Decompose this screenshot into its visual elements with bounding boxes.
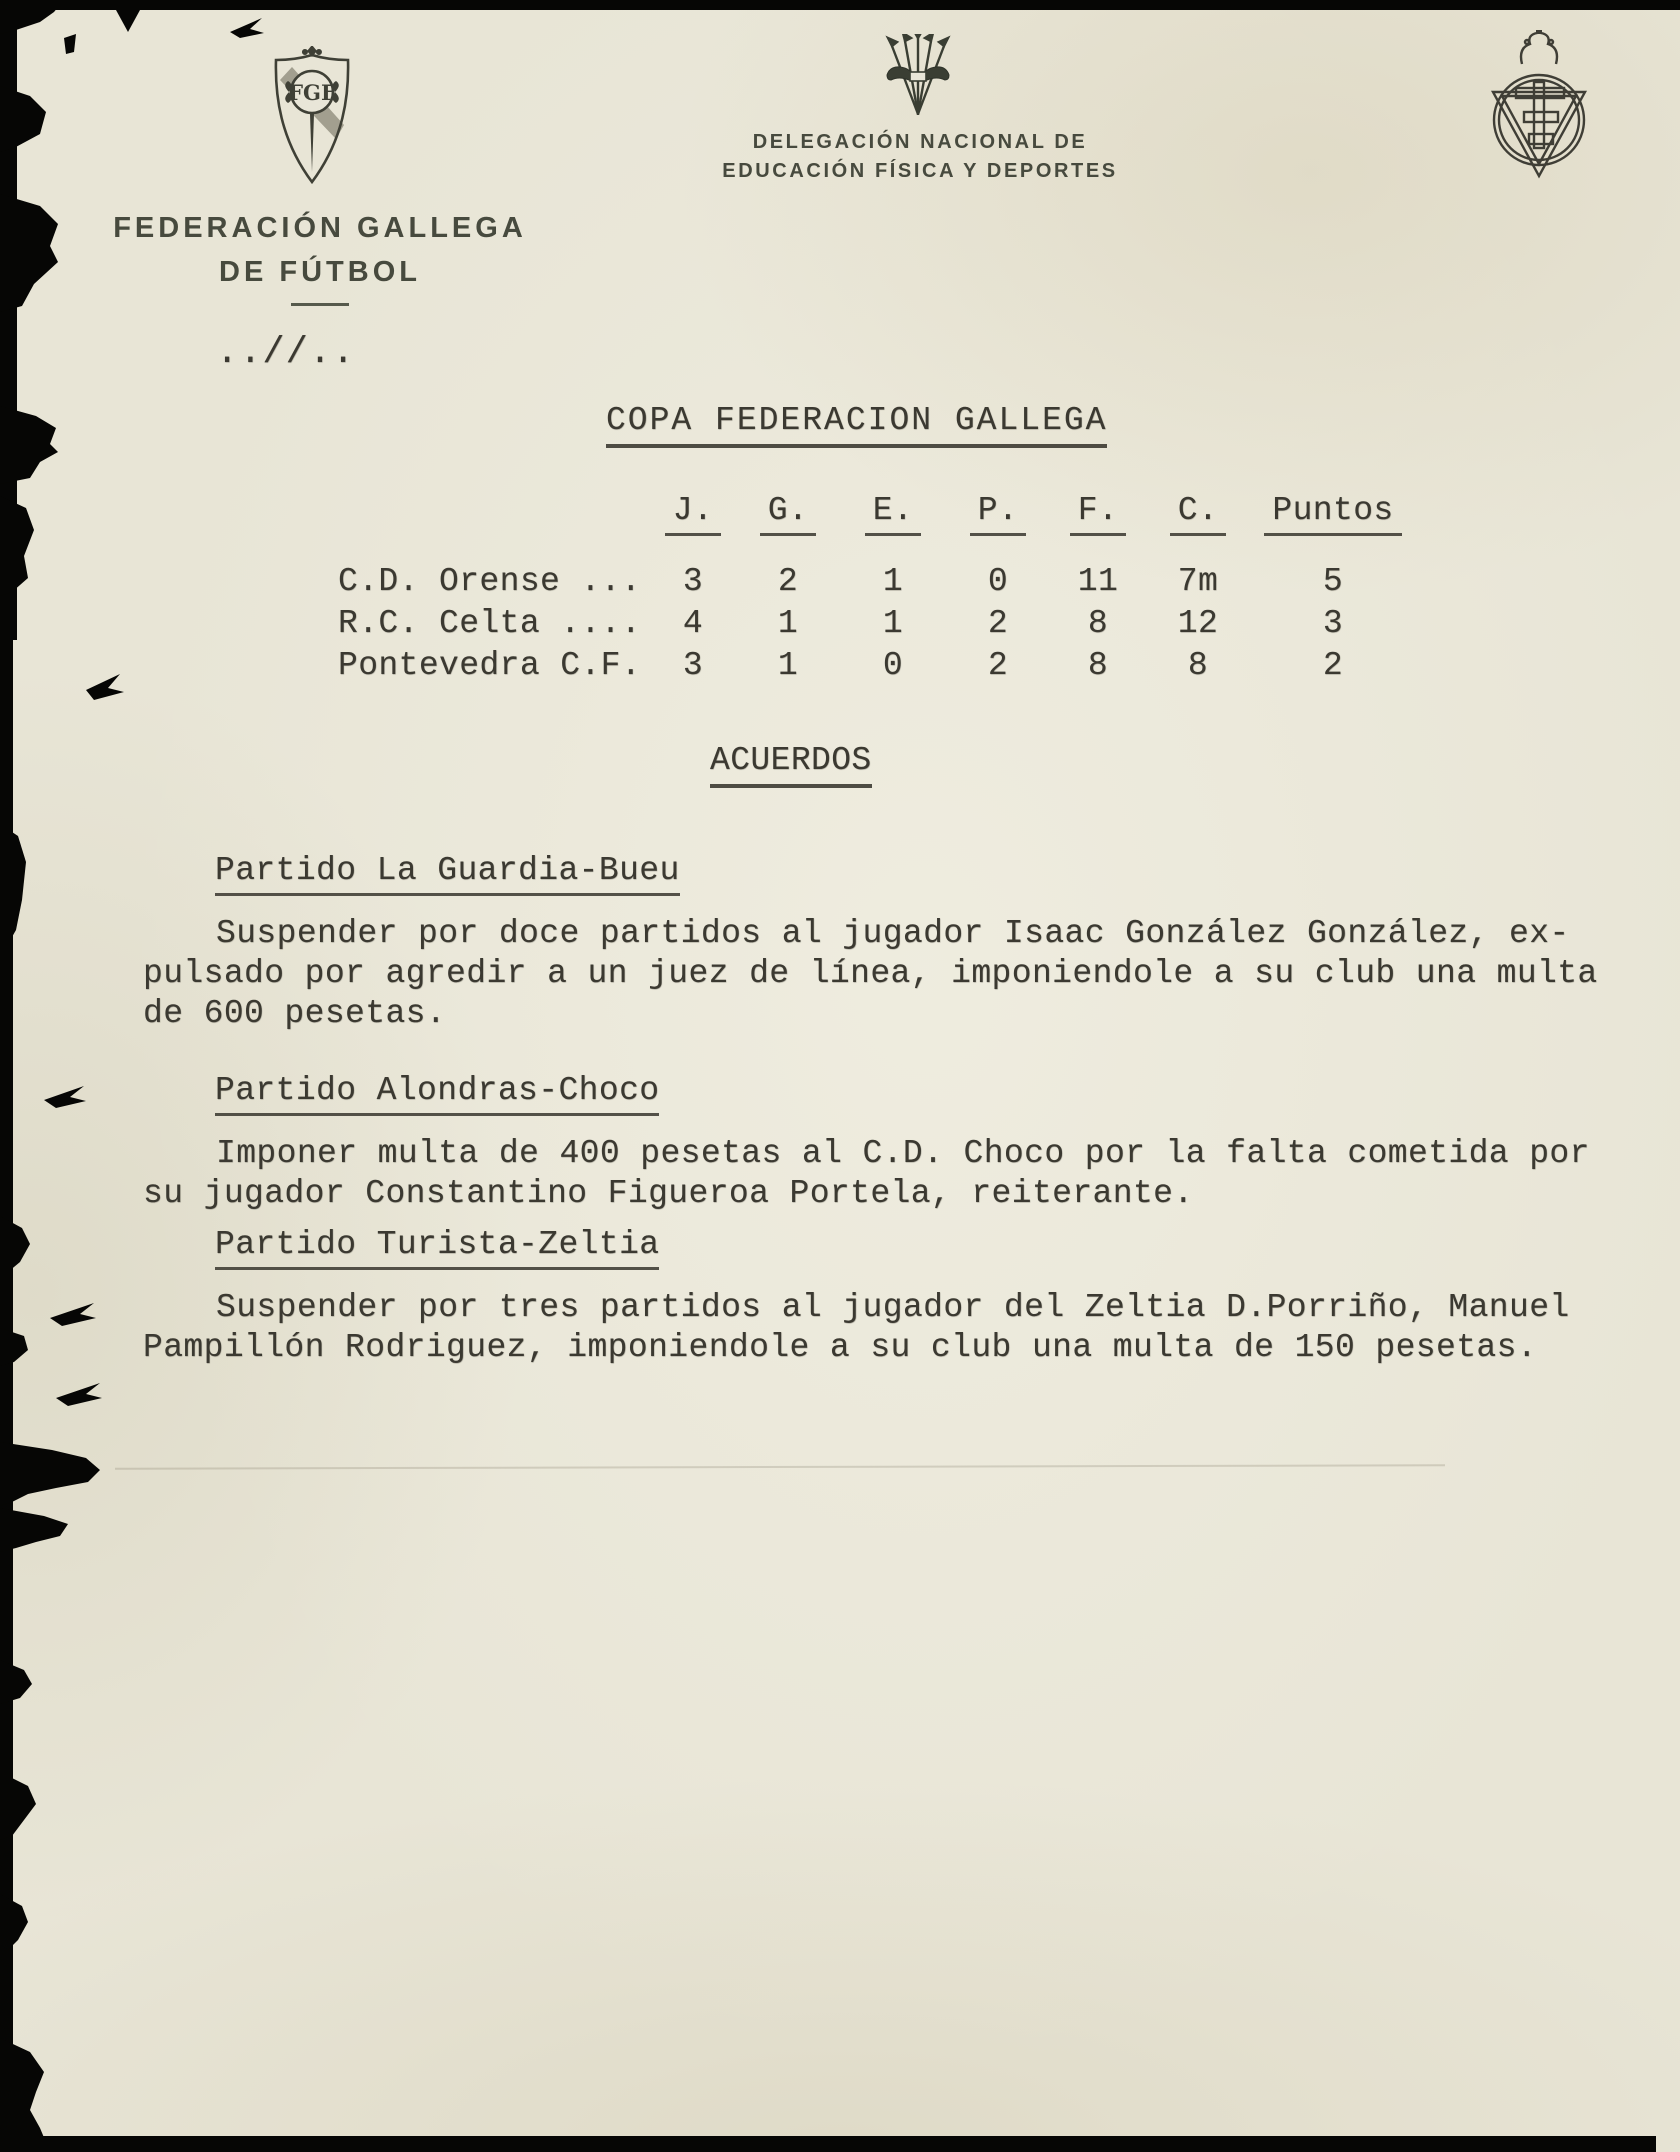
table-row: C.D. Orense ... 3 2 1 0 11 7m 5 [338,563,1458,605]
col-won: G. [738,492,838,529]
document-title: COPA FEDERACION GALLEGA [606,402,1107,439]
shield-icon [264,46,360,188]
team-name: R.C. Celta .... [338,605,642,642]
yoke-and-arrows-icon [885,34,951,120]
org-name-line1: FEDERACIÓN GALLEGA [113,212,527,244]
delegation-line2: EDUCACIÓN FÍSICA Y DEPORTES [722,160,1118,182]
org-name [110,206,530,294]
table-row: R.C. Celta .... 4 1 1 2 8 12 3 [338,605,1458,647]
standings-header-row [338,492,1458,529]
col-drawn: E. [838,492,948,529]
org-name-line2: DE FÚTBOL [219,256,421,288]
crowned-crest-icon [1480,30,1598,182]
section-paragraph: Suspender por tres partidos al jugador del Zeltia D.Porriño, Manuel Pampillón Rodriguez, imponiendole a su club una multa de 150 pesetas. [143,1289,1570,1366]
col-lost: P. [948,492,1048,529]
section-heading-alondras-choco: Partido Alondras-Choco [215,1072,659,1109]
col-points: Puntos [1248,492,1418,529]
svg-text:FGF: FGF [288,80,336,105]
section-paragraph: Suspender por doce partidos al jugador Isaac González González, ex- pulsado por agredir a un juez de línea, imponiendole a su club una multa de 600 pesetas. [143,915,1598,1032]
page-continuation-mark: ..//.. [216,332,356,374]
acuerdos-heading: ACUERDOS [710,742,872,779]
col-played: J. [648,492,738,529]
delegation-line1: DELEGACIÓN NACIONAL DE [752,131,1088,153]
table-row: Pontevedra C.F. 3 1 0 2 8 8 2 [338,647,1458,689]
standings-table [338,492,1458,689]
section-paragraph: Imponer multa de 400 pesetas al C.D. Choco por la falta cometida por su jugador Constantino Figueroa Portela, reiterante. [143,1135,1590,1212]
delegation-name [700,128,1140,186]
section-heading-turista-zeltia: Partido Turista-Zeltia [215,1226,659,1263]
team-name: C.D. Orense ... [338,563,642,600]
org-name-rule [291,303,349,306]
col-goals-against: C. [1148,492,1248,529]
paper-crease [115,1464,1445,1469]
section-heading-la-guardia-bueu: Partido La Guardia-Bueu [215,852,680,889]
team-name: Pontevedra C.F. [338,647,642,684]
col-goals-for: F. [1048,492,1148,529]
